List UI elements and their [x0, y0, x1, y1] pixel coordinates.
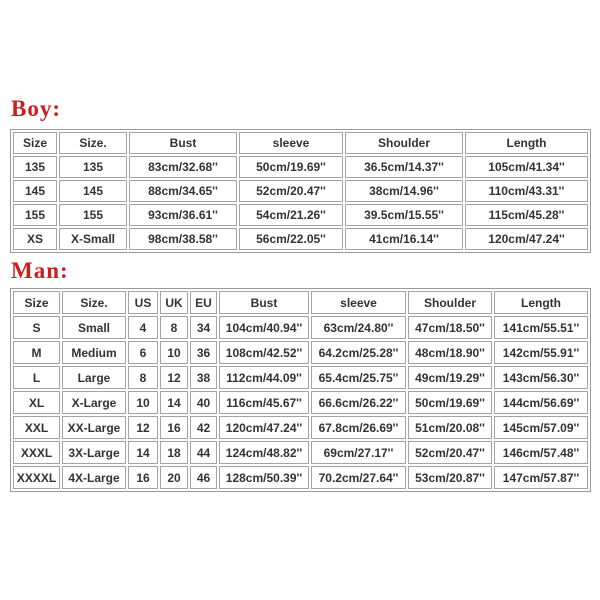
table-cell: 70.2cm/27.64'': [311, 466, 406, 489]
table-cell: 46: [190, 466, 217, 489]
table-cell: 112cm/44.09'': [219, 366, 309, 389]
table-cell: 4X-Large: [62, 466, 126, 489]
table-cell: XL: [13, 391, 60, 414]
table-cell: X-Small: [59, 228, 127, 250]
table-cell: 115cm/45.28'': [465, 204, 588, 226]
table-cell: XXXXL: [13, 466, 60, 489]
column-header: sleeve: [311, 291, 406, 314]
table-cell: XXXL: [13, 441, 60, 464]
table-cell: 105cm/41.34'': [465, 156, 588, 178]
table-cell: 50cm/19.69'': [408, 391, 492, 414]
table-cell: 41cm/16.14'': [345, 228, 463, 250]
column-header: Size: [13, 132, 57, 154]
table-cell: 63cm/24.80'': [311, 316, 406, 339]
table-cell: 16: [160, 416, 188, 439]
table-cell: XXL: [13, 416, 60, 439]
table-cell: 52cm/20.47'': [239, 180, 343, 202]
table-cell: Large: [62, 366, 126, 389]
table-row: [13, 341, 588, 364]
table-cell: 14: [128, 441, 158, 464]
table-cell: 69cm/27.17'': [311, 441, 406, 464]
table-cell: 108cm/42.52'': [219, 341, 309, 364]
table-cell: 88cm/34.65'': [129, 180, 237, 202]
boy-size-table: [10, 129, 591, 253]
table-row: [13, 228, 588, 250]
table-row: [13, 204, 588, 226]
header-row: [13, 291, 588, 314]
table-cell: Small: [62, 316, 126, 339]
table-cell: 120cm/47.24'': [219, 416, 309, 439]
table-cell: 67.8cm/26.69'': [311, 416, 406, 439]
table-cell: 6: [128, 341, 158, 364]
table-cell: 110cm/43.31'': [465, 180, 588, 202]
table-cell: 10: [160, 341, 188, 364]
header-row: [13, 132, 588, 154]
table-cell: 145: [13, 180, 57, 202]
table-cell: 53cm/20.87'': [408, 466, 492, 489]
table-cell: 155: [59, 204, 127, 226]
table-cell: 4: [128, 316, 158, 339]
column-header: Shoulder: [408, 291, 492, 314]
table-cell: 56cm/22.05'': [239, 228, 343, 250]
table-cell: L: [13, 366, 60, 389]
table-cell: 66.6cm/26.22'': [311, 391, 406, 414]
table-row: [13, 466, 588, 489]
table-cell: 93cm/36.61'': [129, 204, 237, 226]
table-cell: 142cm/55.91'': [494, 341, 588, 364]
table-cell: 155: [13, 204, 57, 226]
table-row: [13, 391, 588, 414]
table-cell: M: [13, 341, 60, 364]
table-cell: 65.4cm/25.75'': [311, 366, 406, 389]
table-cell: 14: [160, 391, 188, 414]
column-header: Size: [13, 291, 60, 314]
table-cell: 144cm/56.69'': [494, 391, 588, 414]
table-cell: 147cm/57.87'': [494, 466, 588, 489]
table-cell: 145: [59, 180, 127, 202]
table-row: [13, 156, 588, 178]
table-cell: 8: [128, 366, 158, 389]
table-cell: 104cm/40.94'': [219, 316, 309, 339]
table-cell: XS: [13, 228, 57, 250]
table-cell: 18: [160, 441, 188, 464]
table-cell: 8: [160, 316, 188, 339]
man-size-table: [10, 288, 591, 492]
table-cell: 12: [128, 416, 158, 439]
table-cell: 38: [190, 366, 217, 389]
table-cell: 42: [190, 416, 217, 439]
table-cell: 49cm/19.29'': [408, 366, 492, 389]
table-cell: X-Large: [62, 391, 126, 414]
table-cell: 135: [13, 156, 57, 178]
table-cell: 38cm/14.96'': [345, 180, 463, 202]
column-header: US: [128, 291, 158, 314]
table-cell: 124cm/48.82'': [219, 441, 309, 464]
table-cell: 48cm/18.90'': [408, 341, 492, 364]
table-cell: 83cm/32.68'': [129, 156, 237, 178]
table-cell: 145cm/57.09'': [494, 416, 588, 439]
table-cell: 51cm/20.08'': [408, 416, 492, 439]
table-cell: 34: [190, 316, 217, 339]
column-header: Bust: [219, 291, 309, 314]
table-cell: 3X-Large: [62, 441, 126, 464]
man-section-heading: Man:: [11, 258, 69, 283]
column-header: UK: [160, 291, 188, 314]
table-cell: Medium: [62, 341, 126, 364]
table-cell: 120cm/47.24'': [465, 228, 588, 250]
table-cell: 52cm/20.47'': [408, 441, 492, 464]
table-cell: 64.2cm/25.28'': [311, 341, 406, 364]
table-cell: 12: [160, 366, 188, 389]
table-cell: 98cm/38.58'': [129, 228, 237, 250]
column-header: Size.: [59, 132, 127, 154]
table-cell: 36.5cm/14.37'': [345, 156, 463, 178]
table-cell: 20: [160, 466, 188, 489]
table-cell: 40: [190, 391, 217, 414]
column-header: Shoulder: [345, 132, 463, 154]
table-cell: XX-Large: [62, 416, 126, 439]
column-header: sleeve: [239, 132, 343, 154]
table-row: [13, 416, 588, 439]
column-header: EU: [190, 291, 217, 314]
column-header: Size.: [62, 291, 126, 314]
table-cell: 135: [59, 156, 127, 178]
table-cell: 16: [128, 466, 158, 489]
table-cell: 47cm/18.50'': [408, 316, 492, 339]
table-cell: 128cm/50.39'': [219, 466, 309, 489]
table-cell: 44: [190, 441, 217, 464]
table-cell: 36: [190, 341, 217, 364]
table-cell: 39.5cm/15.55'': [345, 204, 463, 226]
table-cell: S: [13, 316, 60, 339]
table-row: [13, 180, 588, 202]
boy-section-heading: Boy:: [11, 96, 61, 121]
table-cell: 10: [128, 391, 158, 414]
column-header: Bust: [129, 132, 237, 154]
table-cell: 143cm/56.30'': [494, 366, 588, 389]
table-cell: 146cm/57.48'': [494, 441, 588, 464]
table-cell: 50cm/19.69'': [239, 156, 343, 178]
table-row: [13, 366, 588, 389]
column-header: Length: [465, 132, 588, 154]
table-cell: 116cm/45.67'': [219, 391, 309, 414]
column-header: Length: [494, 291, 588, 314]
table-row: [13, 441, 588, 464]
table-cell: 141cm/55.51'': [494, 316, 588, 339]
table-row: [13, 316, 588, 339]
table-cell: 54cm/21.26'': [239, 204, 343, 226]
